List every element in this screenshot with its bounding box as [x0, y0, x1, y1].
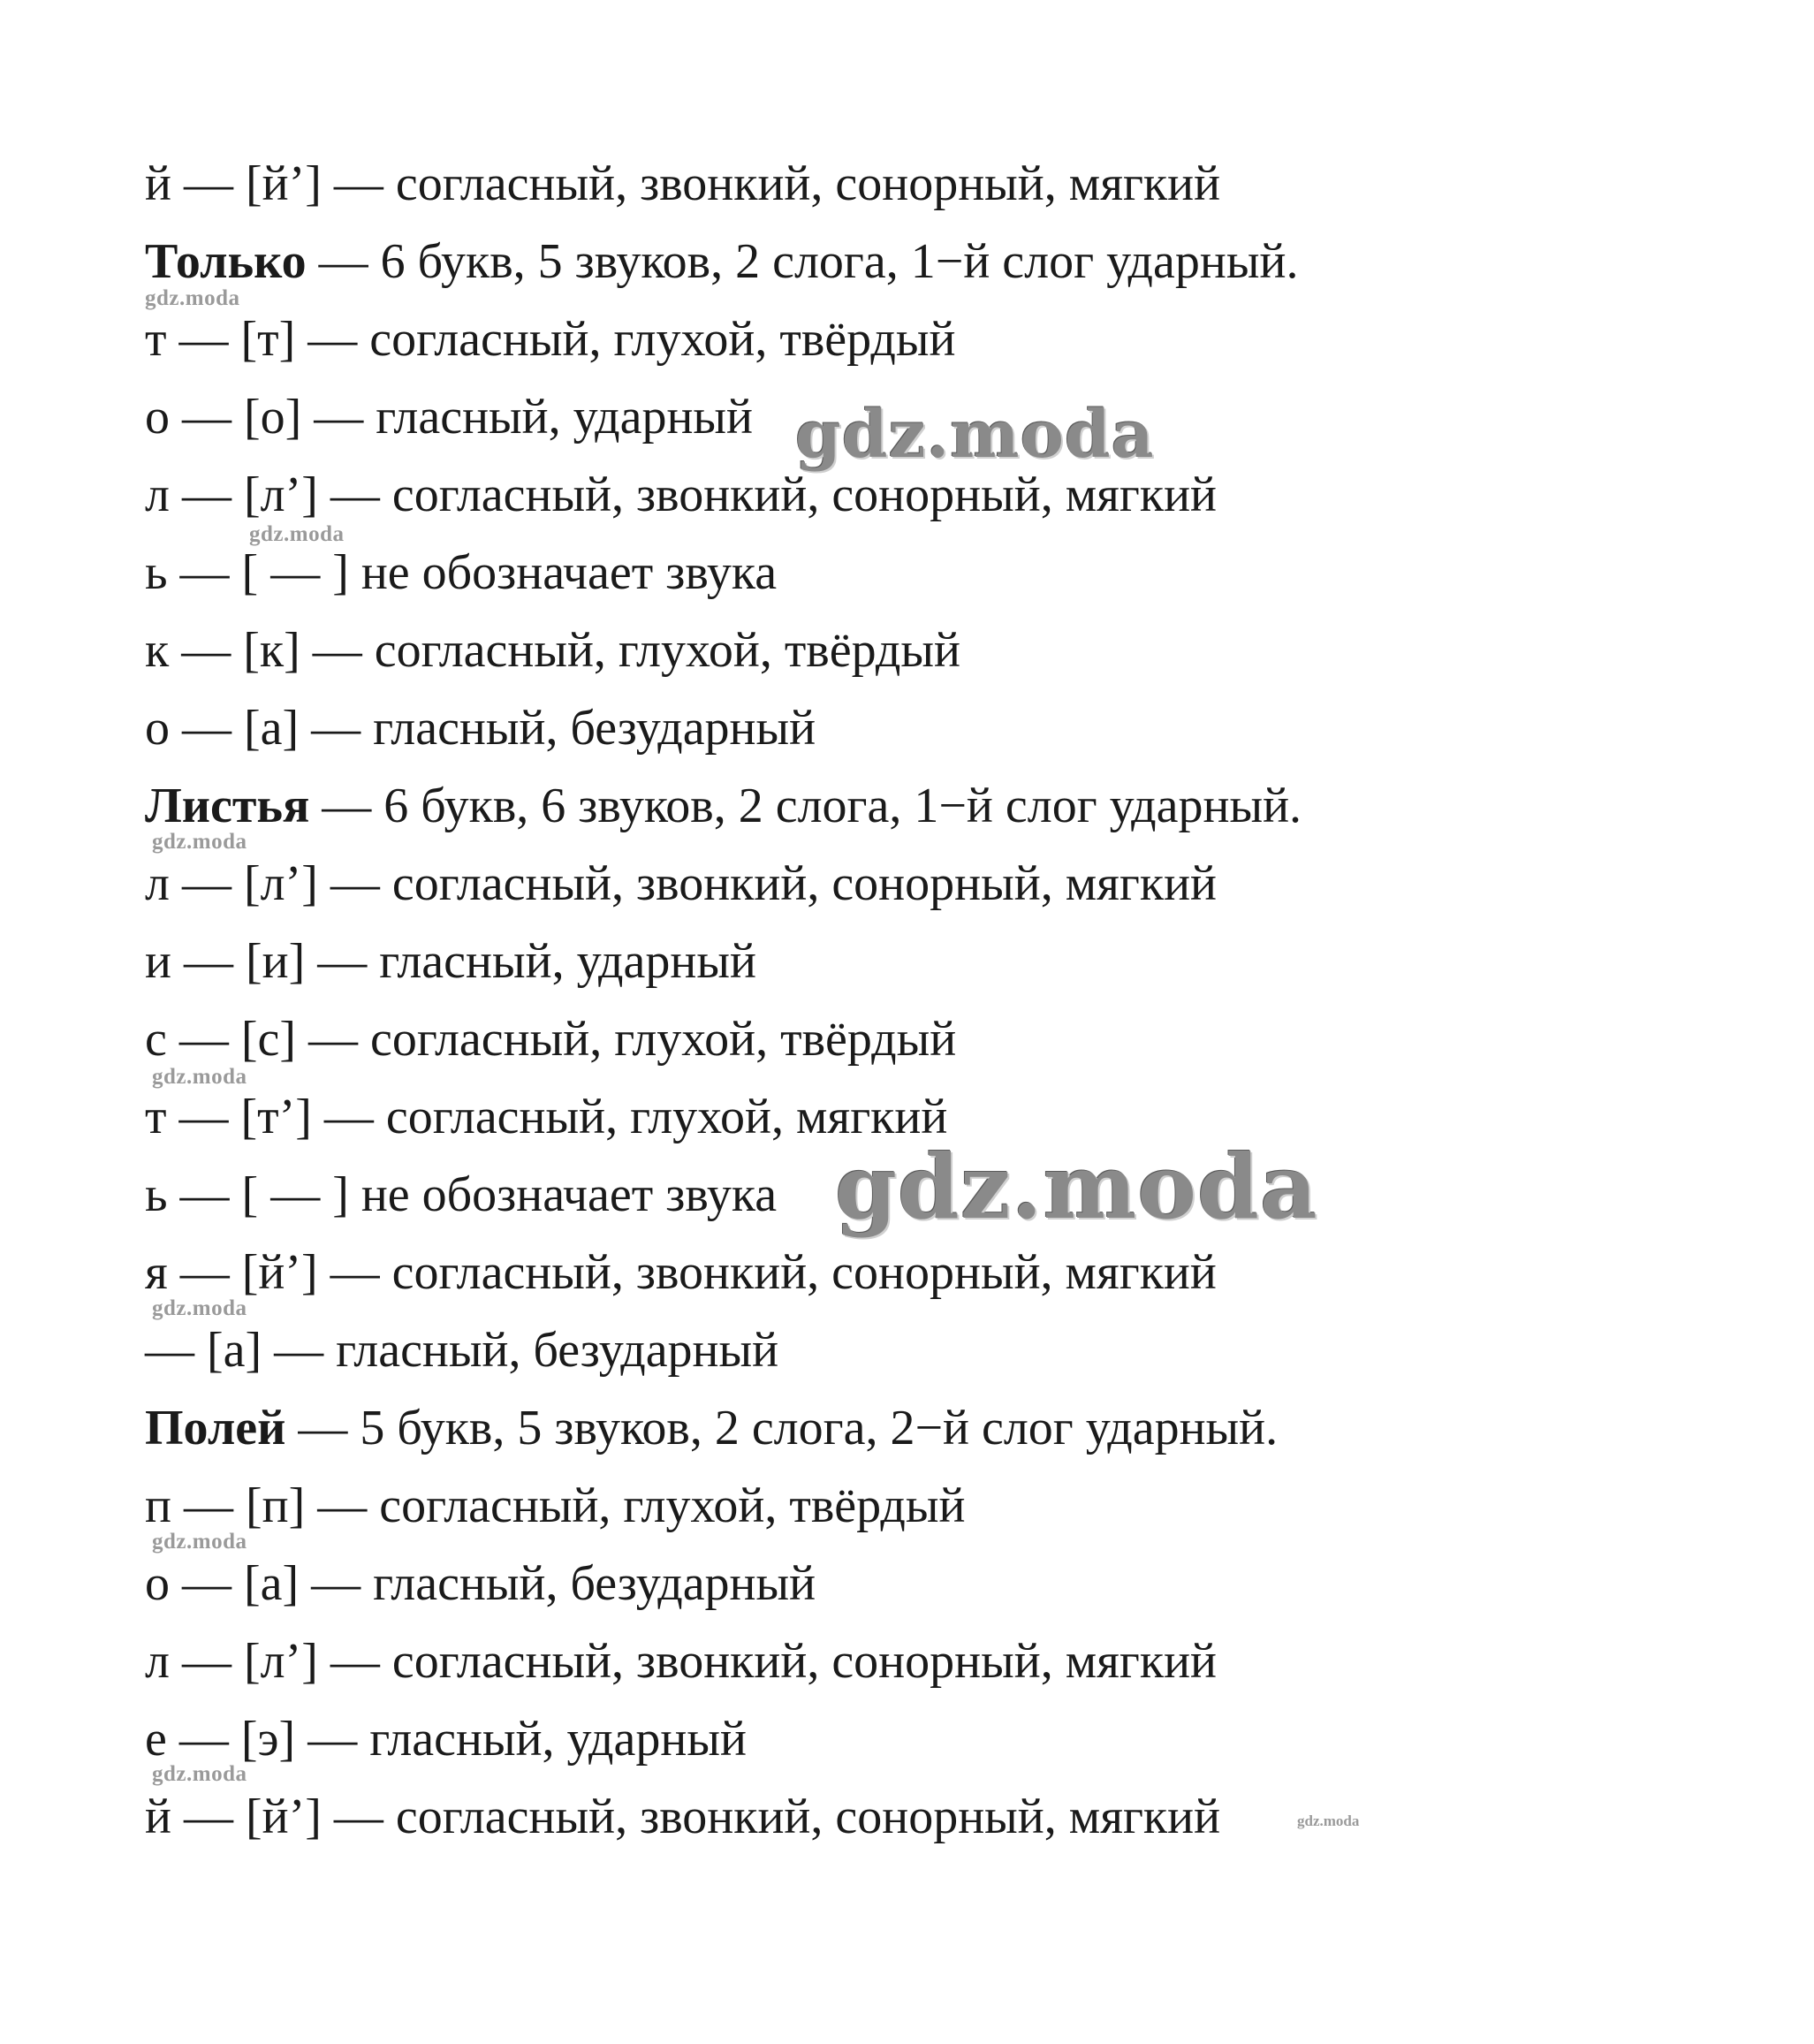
watermark: gdz.moda [152, 1530, 247, 1554]
text-line: т — [т’] — согласный, глухой, мягкий [145, 1090, 948, 1144]
watermark: gdz.moda [145, 286, 240, 310]
watermark: gdz.moda [1297, 1812, 1360, 1829]
text-line: л — [л’] — согласный, звонкий, сонорный, мягкий [145, 856, 1218, 911]
text-line: л — [л’] — согласный, звонкий, сонорный, мягкий [145, 1634, 1218, 1689]
word-heading-line: Только — 6 букв, 5 звуков, 2 слога, 1−й слог ударный. [145, 234, 1299, 289]
text-line: е — [э] — гласный, ударный [145, 1712, 747, 1767]
text-line: ь — [ — ] не обозначает звука [145, 1167, 778, 1222]
watermark: gdz.moda [152, 1762, 247, 1786]
watermark: gdz.moda [152, 1065, 247, 1089]
watermark: gdz.moda [152, 830, 247, 854]
text-line: й — [й’] — согласный, звонкий, сонорный, мягкий [145, 1789, 1221, 1844]
text-line: о — [о] — гласный, ударный [145, 390, 754, 445]
text-line: о — [а] — гласный, безударный [145, 701, 816, 756]
text-line: с — [с] — согласный, глухой, твёрдый [145, 1012, 957, 1067]
word-heading: Только [145, 234, 307, 289]
watermark: gdz.moda [795, 397, 1155, 473]
text-line: о — [а] — гласный, безударный [145, 1556, 816, 1611]
watermark: gdz.moda [835, 1135, 1318, 1239]
text-line: я — [й’] — согласный, звонкий, сонорный, мягкий [145, 1245, 1217, 1300]
word-heading: Листья [145, 779, 310, 833]
watermark: gdz.moda [249, 522, 345, 546]
text-line: п — [п] — согласный, глухой, твёрдый [145, 1478, 966, 1533]
word-heading-line: Полей — 5 букв, 5 звуков, 2 слога, 2−й слог ударный. [145, 1401, 1279, 1455]
text-line: т — [т] — согласный, глухой, твёрдый [145, 312, 956, 367]
text-line: и — [и] — гласный, ударный [145, 934, 756, 989]
watermark: gdz.moda [152, 1296, 247, 1320]
text-line: ь — [ — ] не обозначает звука [145, 545, 778, 600]
text-line: к — [к] — согласный, глухой, твёрдый [145, 623, 960, 678]
text-line: й — [й’] — согласный, звонкий, сонорный, мягкий [145, 156, 1221, 211]
word-heading: Полей [145, 1401, 286, 1455]
text-line: л — [л’] — согласный, звонкий, сонорный, мягкий [145, 467, 1218, 522]
word-heading-line: Листья — 6 букв, 6 звуков, 2 слога, 1−й слог ударный. [145, 779, 1302, 833]
text-line: — [а] — гласный, безударный [145, 1323, 779, 1378]
